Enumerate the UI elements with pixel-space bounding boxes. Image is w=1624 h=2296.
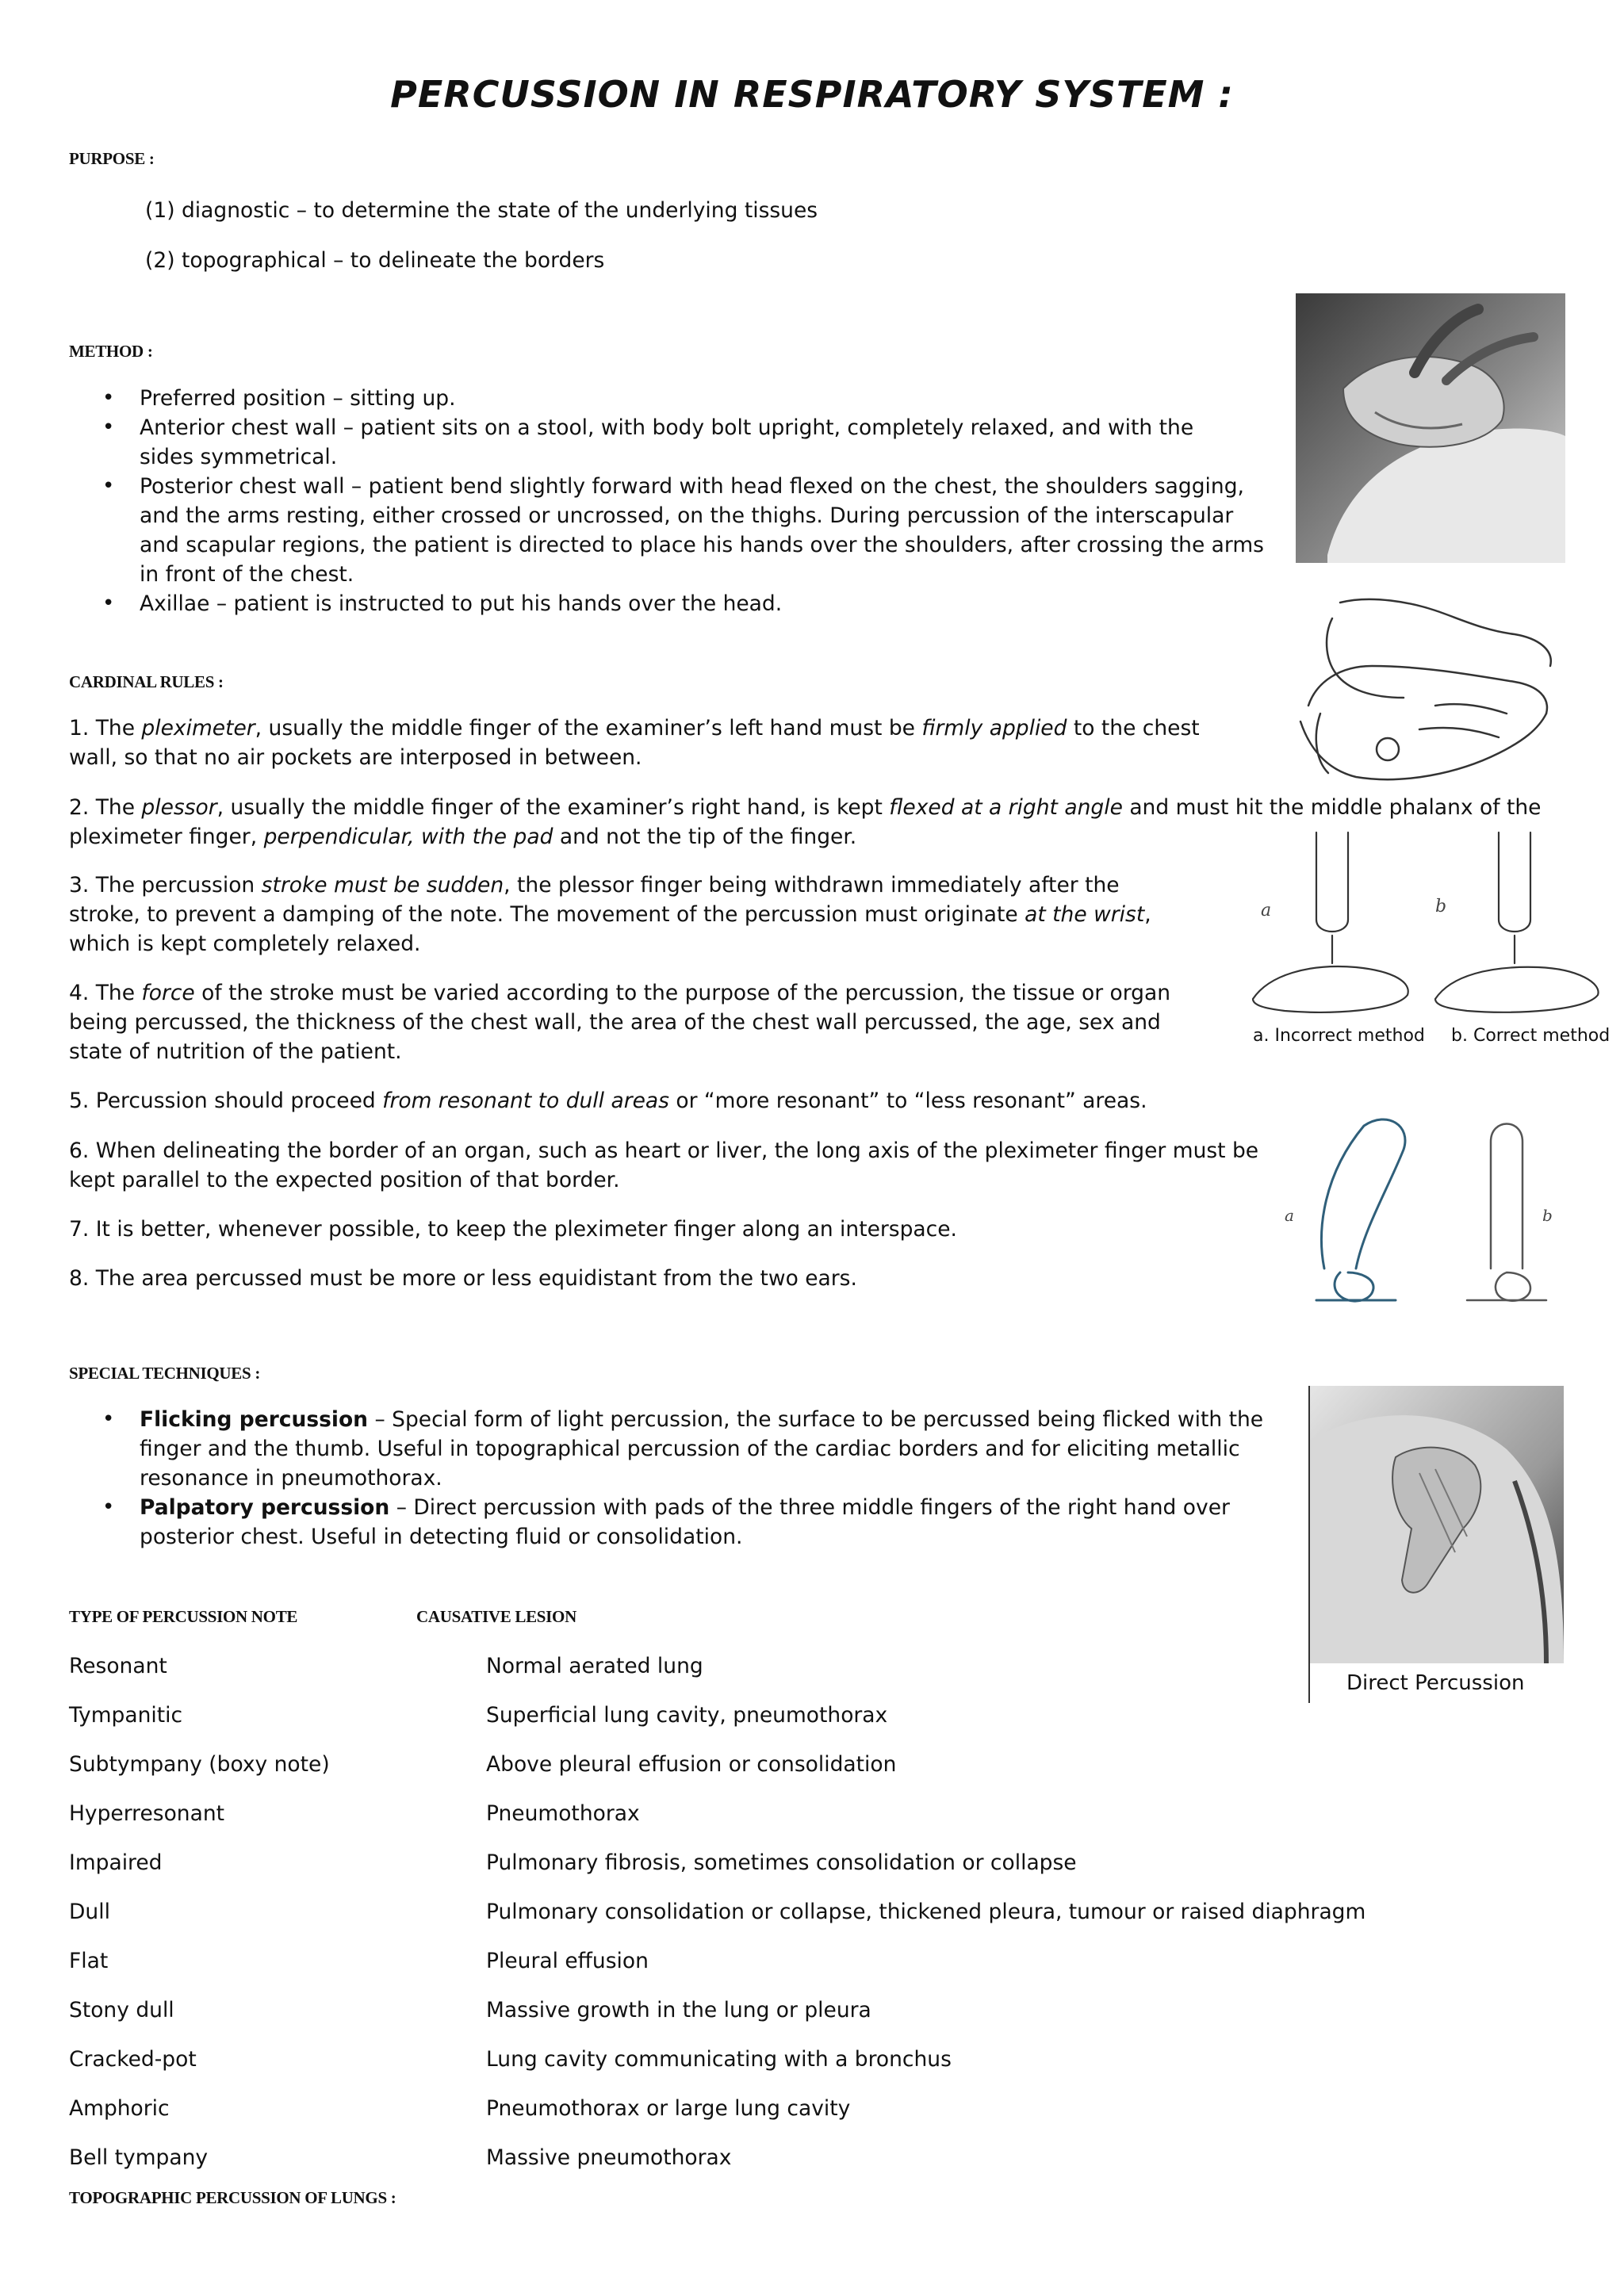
method-item: • Posterior chest wall – patient bend slightly forward with head flexed on the chest, the shoulders sagging, and the arms resting, either crossed or uncrossed, on the thighs. During percussion of the interscapular and scapular regions, the patient is directed to place his hands over the shoulders, after crossing the arms in front of the chest. (69, 472, 1274, 589)
rule-1 (69, 714, 1243, 772)
special-item (69, 1493, 1290, 1552)
table-heading-lesion: CAUSATIVE LESION (416, 1607, 576, 1626)
table-cell-note: Amphoric (69, 2096, 170, 2121)
rule-8 (69, 1264, 1258, 1293)
method-heading: METHOD : (69, 342, 153, 361)
table-cell-lesion: Massive pneumothorax (486, 2145, 732, 2170)
rule-text: , usually the middle finger of the examiner’s left hand must be (255, 716, 922, 740)
rule-lead: 8. (69, 1266, 96, 1291)
method-item: • Axillae – patient is instructed to put his hands over the head. (69, 589, 1274, 618)
label-a: a (1261, 901, 1272, 920)
rule-text: or “more resonant” to “less resonant” areas. (668, 1089, 1147, 1113)
caption-direct-percussion: Direct Percussion (1346, 1671, 1525, 1695)
method-list (69, 384, 1274, 618)
rule-text: of the stroke must be varied according to the purpose of the percussion, the tissue or organ being percussed, the thickness of the chest wall, the area of the chest wall percussed, the age, sex and state of nutrition of the patient. (69, 981, 1171, 1064)
rule-text: , which is kept completely relaxed. (69, 902, 1151, 956)
rule-emphasis: plessor (141, 795, 217, 820)
caption-correct: b. Correct method (1451, 1026, 1611, 1046)
fig3-label-b: b (1542, 1206, 1553, 1225)
rule-text: , usually the middle finger of the examiner’s right hand, is kept (216, 795, 890, 820)
table-cell-note: Hyperresonant (69, 1801, 225, 1826)
caption-incorrect: a. Incorrect method (1253, 1026, 1425, 1046)
finger-angle-drawing (1269, 1110, 1570, 1308)
rule-emphasis: pleximeter (141, 716, 255, 740)
table-heading-note: TYPE OF PERCUSSION NOTE (69, 1607, 298, 1626)
table-cell-note: Bell tympany (69, 2145, 209, 2170)
method-item: • Anterior chest wall – patient sits on a stool, with body bolt upright, completely relaxed, and with the sides symmetrical. (69, 413, 1274, 472)
table-cell-note: Subtympany (boxy note) (69, 1752, 330, 1777)
special-techniques-heading: SPECIAL TECHNIQUES : (69, 1364, 261, 1383)
table-cell-lesion: Pneumothorax (486, 1801, 640, 1826)
rule-emphasis: firmly applied (921, 716, 1067, 740)
table-cell-lesion: Pulmonary consolidation or collapse, thickened pleura, tumour or raised diaphragm (486, 1900, 1366, 1924)
rule-text: It is better, whenever possible, to keep the pleximeter finger along an interspace. (95, 1217, 957, 1242)
special-item-text: – Direct percussion with pads of the three middle fingers of the right hand over posterior chest. Useful in detecting fluid or consolidation. (140, 1495, 1230, 1549)
label-b: b (1435, 897, 1447, 916)
rule-emphasis: force (141, 981, 195, 1005)
figure-divider (1308, 1386, 1310, 1703)
direct-percussion-photo (1308, 1386, 1564, 1663)
purpose-item: (2) topographical – to delineate the borders (145, 248, 605, 273)
table-cell-note: Flat (69, 1949, 109, 1973)
rule-lead: 6. (69, 1138, 96, 1163)
hand-position-photo (1296, 293, 1565, 563)
rule-7 (69, 1215, 1258, 1244)
table-cell-lesion: Lung cavity communicating with a bronchus (486, 2047, 952, 2072)
table-cell-lesion: Massive growth in the lung or pleura (486, 1998, 871, 2022)
rule-text: When delineating the border of an organ, such as heart or liver, the long axis of the pleximeter finger must be kept parallel to the expected position of that border. (69, 1138, 1259, 1192)
rule-emphasis: perpendicular, with the pad (263, 825, 553, 849)
table-cell-lesion: Normal aerated lung (486, 1654, 703, 1678)
rule-4 (69, 978, 1211, 1066)
rule-text: The area percussed must be more or less equidistant from the two ears. (95, 1266, 857, 1291)
table-cell-note: Tympanitic (69, 1703, 183, 1728)
special-item-text: – Special form of light percussion, the surface to be percussed being flicked with the finger and the thumb. Useful in topographical percussion of the cardiac borders and for eliciting metallic resonance in pneumothorax. (140, 1407, 1264, 1490)
rule-text: to the chest wall, so that no air pockets are interposed in between. (69, 716, 1200, 770)
rule-lead: 1. The (69, 716, 142, 740)
percussion-hand-drawing (1277, 587, 1562, 785)
rule-emphasis: at the wrist (1025, 902, 1145, 927)
table-cell-note: Dull (69, 1900, 110, 1924)
table-cell-lesion: Superficial lung cavity, pneumothorax (486, 1703, 888, 1728)
rule-emphasis: stroke must be sudden (261, 873, 504, 897)
table-cell-note: Stony dull (69, 1998, 174, 2022)
table-cell-note: Resonant (69, 1654, 167, 1678)
method-item: • Preferred position – sitting up. (69, 384, 1274, 413)
page-title: PERCUSSION IN RESPIRATORY SYSTEM : (390, 73, 1234, 116)
table-cell-lesion: Pulmonary fibrosis, sometimes consolidation or collapse (486, 1850, 1077, 1875)
fig3-label-a: a (1285, 1206, 1294, 1225)
rule-emphasis: flexed at a right angle (889, 795, 1123, 820)
rule-6 (69, 1136, 1266, 1195)
topographic-heading: TOPOGRAPHIC PERCUSSION OF LUNGS : (69, 2188, 396, 2207)
rule-lead: 4. The (69, 981, 142, 1005)
rule-lead: 2. The (69, 795, 142, 820)
special-techniques-list (69, 1405, 1290, 1552)
purpose-heading: PURPOSE : (69, 149, 155, 168)
method-comparison-drawing (1237, 825, 1610, 1023)
rule-text: and must hit the middle phalanx of the pleximeter finger, (69, 795, 1542, 849)
table-cell-note: Impaired (69, 1850, 163, 1875)
rule-3 (69, 871, 1187, 959)
rule-5 (69, 1086, 1258, 1115)
special-item (69, 1405, 1290, 1493)
table-cell-lesion: Pneumothorax or large lung cavity (486, 2096, 851, 2121)
table-cell-lesion: Pleural effusion (486, 1949, 649, 1973)
purpose-item: (1) diagnostic – to determine the state of the underlying tissues (145, 198, 818, 223)
rule-text: , the plessor finger being withdrawn immediately after the stroke, to prevent a damping of the note. The movement of the percussion must originate (69, 873, 1120, 927)
cardinal-rules-heading: CARDINAL RULES : (69, 672, 224, 691)
table-cell-note: Cracked-pot (69, 2047, 197, 2072)
rule-lead: 3. The percussion (69, 873, 262, 897)
rule-emphasis: from resonant to dull areas (382, 1089, 669, 1113)
special-item-term: Palpatory percussion (140, 1495, 390, 1520)
table-cell-lesion: Above pleural effusion or consolidation (486, 1752, 897, 1777)
rule-lead: 7. (69, 1217, 96, 1242)
rule-lead: 5. Percussion should proceed (69, 1089, 383, 1113)
rule-text: and not the tip of the finger. (553, 825, 857, 849)
special-item-term: Flicking percussion (140, 1407, 369, 1432)
